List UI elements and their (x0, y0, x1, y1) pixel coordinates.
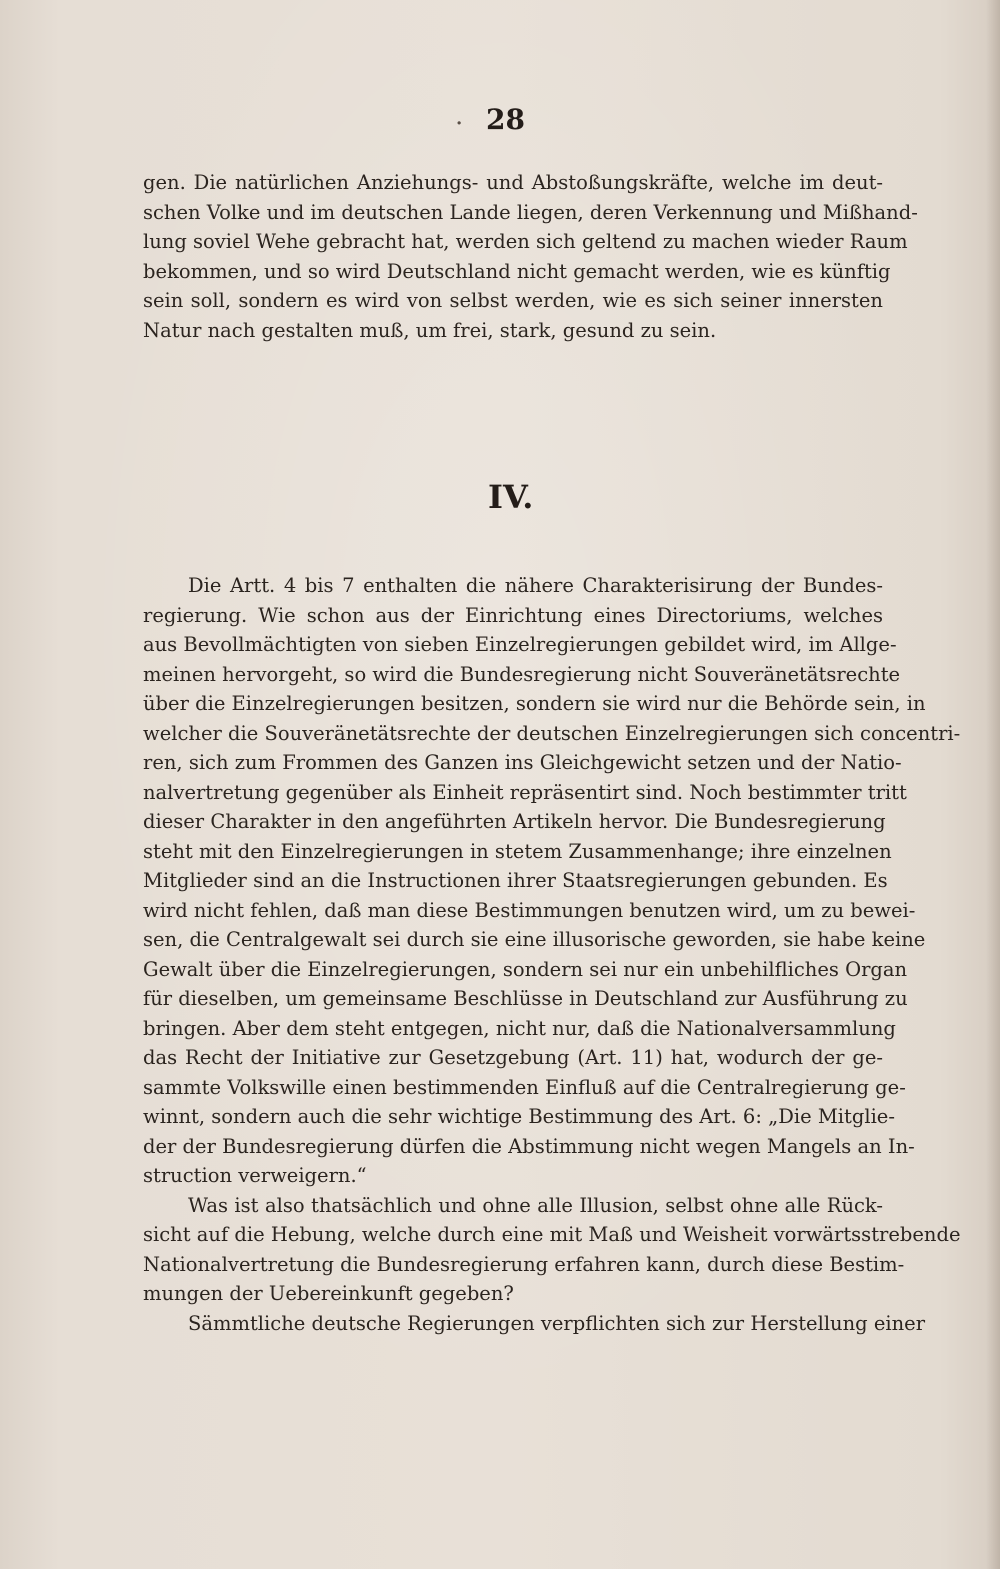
page-number (456, 103, 525, 136)
page-edge-shadow (986, 0, 1000, 1569)
section-heading: IV. (488, 478, 534, 516)
text-line: bringen. Aber dem steht entgegen, nicht nur, daß die Nationalversammlung (143, 1016, 896, 1040)
text-line: über die Einzelregierungen besitzen, sondern sie wird nur die Behörde sein, in (143, 692, 926, 715)
text-line: welcher die Souveränetätsrechte der deutschen Einzelregierungen sich concentri- (143, 721, 961, 745)
text-line: winnt, sondern auch die sehr wichtige Bestimmung des Art. 6: „Die Mitglie- (143, 1105, 895, 1128)
text-line: für dieselben, um gemeinsame Beschlüsse in Deutschland zur Ausführung zu (143, 987, 908, 1010)
text-line: gen. Die natürlichen Anziehungs- und Abstoßungskräfte, welche im deut- (143, 171, 883, 194)
text-line: dieser Charakter in den angeführten Artikeln hervor. Die Bundesregierung (143, 810, 886, 833)
text-line: sammte Volkswille einen bestimmenden Einfluß auf die Centralregierung ge- (143, 1075, 906, 1099)
text-line: wird nicht fehlen, daß man diese Bestimmungen benutzen wird, um zu bewei- (143, 898, 916, 922)
text-line: Natur nach gestalten muß, um frei, stark, gesund zu sein. (143, 318, 717, 342)
text-line: das Recht der Initiative zur Gesetzgebung (Art. 11) hat, wodurch der ge- (143, 1046, 883, 1069)
text-line: regierung. Wie schon aus der Einrichtung eines Directoriums, welches (143, 603, 883, 627)
text-line: Nationalvertretung die Bundesregierung erfahren kann, durch diese Bestim- (143, 1252, 905, 1276)
text-line: mungen der Uebereinkunft gegeben? (143, 1282, 514, 1305)
text-line: sein soll, sondern es wird von selbst werden, wie es sich seiner innersten (143, 289, 883, 312)
text-line: steht mit den Einzelregierungen in stetem Zusammenhange; ihre einzelnen (143, 839, 892, 863)
text-line: lung soviel Wehe gebracht hat, werden sich geltend zu machen wieder Raum (143, 230, 908, 253)
text-line: bekommen, und so wird Deutschland nicht gemacht werden, wie es künftig (143, 259, 891, 283)
text-line: Gewalt über die Einzelregierungen, sondern sei nur ein unbehilfliches Organ (143, 957, 908, 981)
section-body (143, 571, 961, 1338)
paragraph-continued (143, 168, 918, 345)
text-line: der der Bundesregierung dürfen die Abstimmung nicht wegen Mangels an In- (143, 1134, 915, 1158)
text-line: Mitglieder sind an die Instructionen ihrer Staatsregierungen gebunden. Es (143, 869, 888, 892)
text-line: struction verweigern.“ (143, 1164, 367, 1187)
text-line: aus Bevollmächtigten von sieben Einzelregierungen gebildet wird, im Allge- (143, 633, 897, 656)
text-line: ren, sich zum Frommen des Ganzen ins Gleichgewicht setzen und der Natio- (143, 751, 902, 774)
text-line: Was ist also thatsächlich und ohne alle Illusion, selbst ohne alle Rück- (188, 1193, 883, 1217)
text-line: nalvertretung gegenüber als Einheit repräsentirt sind. Noch bestimmter tritt (143, 780, 907, 804)
page-number-text: 28 (486, 103, 525, 136)
text-line: Die Artt. 4 bis 7 enthalten die nähere Charakterisirung der Bundes- (188, 574, 883, 597)
text-line: sen, die Centralgewalt sei durch sie eine illusorische geworden, sie habe keine (143, 928, 926, 951)
text-line: Sämmtliche deutsche Regierungen verpflichten sich zur Herstellung einer (188, 1311, 926, 1335)
page-number-dot: · (456, 113, 463, 134)
text-line: sicht auf die Hebung, welche durch eine mit Maß und Weisheit vorwärtsstrebende (143, 1223, 961, 1246)
text-line: schen Volke und im deutschen Lande liegen, deren Verkennung und Mißhand- (143, 200, 918, 224)
text-line: meinen hervorgeht, so wird die Bundesregierung nicht Souveränetätsrechte (143, 662, 901, 686)
